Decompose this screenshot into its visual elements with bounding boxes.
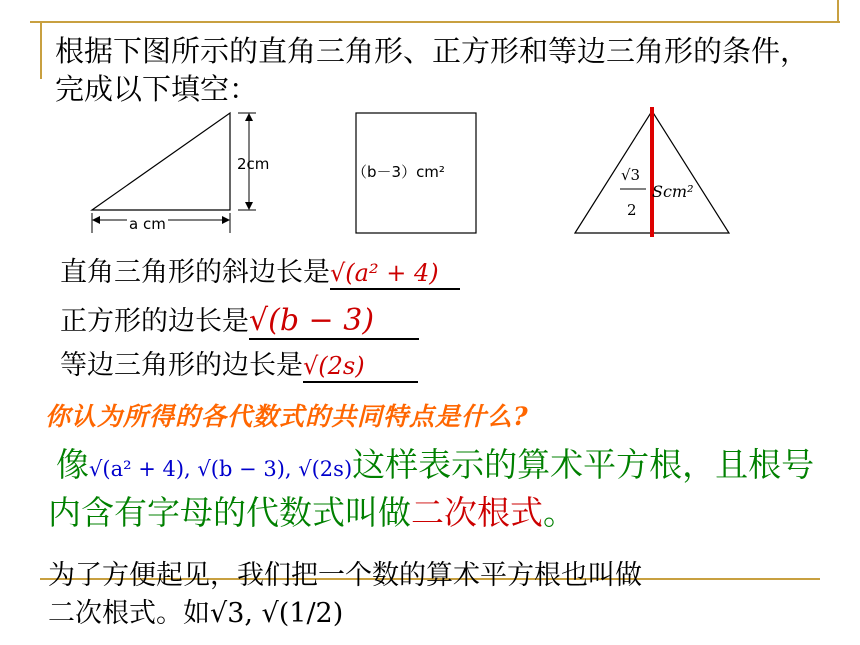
definition-paragraph xyxy=(48,443,838,535)
answer-equilateral-side: √(2s) xyxy=(303,352,365,380)
left-accent-line xyxy=(40,21,42,79)
note-text-2: 二次根式。如 xyxy=(48,598,210,629)
note-line-2 xyxy=(48,591,343,630)
right-triangle xyxy=(92,113,230,210)
answer-blank-square-side[interactable] xyxy=(249,303,419,340)
question-equilateral-side xyxy=(60,343,418,383)
answer-square-side: √(b − 3) xyxy=(249,303,375,338)
right-accent-line xyxy=(837,0,839,22)
square-area-label: （b－3）cm² xyxy=(352,163,445,181)
definition-prefix: 像 xyxy=(56,445,89,484)
definition-middle: 这样表示的算术平方根，且根号内含有字母的代数式叫做 xyxy=(48,445,815,532)
right-triangle-figure xyxy=(92,113,256,233)
note-line-1: 为了方便起见，我们把一个数的算术平方根也叫做 xyxy=(48,560,642,591)
answer-hypotenuse: √(a² + 4) xyxy=(330,259,439,287)
definition-end: 。 xyxy=(543,493,576,532)
answer-blank-hypotenuse[interactable] xyxy=(330,257,460,290)
triangle-base-label: a cm xyxy=(129,215,166,233)
note-examples: √3, √(1/2) xyxy=(210,598,344,629)
question-square-side xyxy=(60,299,419,340)
question-hypotenuse-label: 直角三角形的斜边长是 xyxy=(60,257,330,288)
equilateral-area-coef: √3 xyxy=(621,166,641,184)
top-accent-line xyxy=(30,21,840,23)
question-equilateral-side-label: 等边三角形的边长是 xyxy=(60,350,303,381)
definition-term: 二次根式 xyxy=(411,493,543,532)
question-hypotenuse xyxy=(60,250,460,290)
answer-blank-equilateral-side[interactable] xyxy=(303,350,418,383)
definition-expressions: √(a² + 4), √(b − 3), √(2s) xyxy=(89,457,353,481)
triangle-height-label: 2cm xyxy=(237,155,270,173)
question-square-side-label: 正方形的边长是 xyxy=(60,306,249,337)
prompt-question: 你认为所得的各代数式的共同特点是什么? xyxy=(45,402,529,431)
equilateral-area-den: 2 xyxy=(627,201,637,219)
intro-text: 根据下图所示的直角三角形、正方形和等边三角形的条件，完成以下填空： xyxy=(55,34,810,106)
equilateral-area-unit: Scm² xyxy=(652,182,694,201)
